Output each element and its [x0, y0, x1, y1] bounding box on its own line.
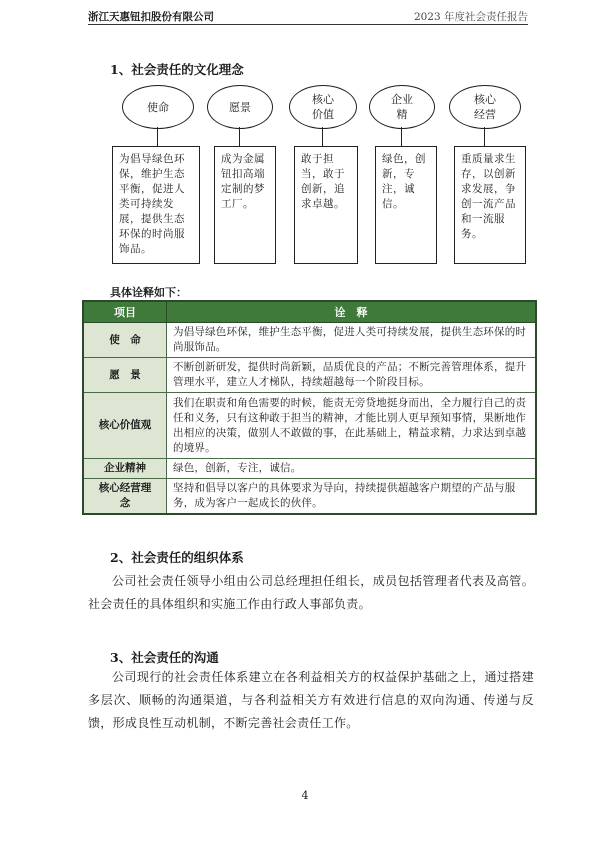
connector-line [157, 127, 158, 146]
section3-body: 公司现行的社会责任体系建立在各利益相关方的权益保护基础之上，通过搭建多层次、顺畅的沟通渠道，与各利益相关方有效进行信息的双向沟通、传递与反馈，形成良性互动机制，不断完善社会责任工作。 [88, 670, 534, 730]
row-item: 使 命 [83, 323, 167, 358]
box-spirit: 绿色，创新，专注，诚信。 [375, 146, 437, 264]
row-desc: 坚持和倡导以客户的具体要求为导向，持续提供超越客户期望的产品与服务，成为客户一起成长的伙伴。 [167, 479, 537, 515]
page-header [88, 8, 528, 25]
interpretation-table [82, 300, 537, 515]
connector-line [322, 127, 323, 146]
box-vision: 成为金属钮扣高端定制的梦工厂。 [214, 146, 276, 264]
section2-body: 公司社会责任领导小组由公司总经理担任组长，成员包括管理者代表及高管。社会责任的具体组织和实施工作由行政人事部负责。 [88, 574, 534, 611]
section2-title: 2、社会责任的组织体系 [110, 550, 244, 565]
section1-title: 1、社会责任的文化理念 [110, 62, 244, 77]
oval-core-operation [449, 85, 521, 129]
table-row [83, 358, 536, 393]
row-desc: 我们在职责和角色需要的时候，能责无旁贷地挺身而出，全力履行自己的责任和义务，只有这种敢于担当的精神，才能比别人更早预知事情，果断地作出相应的决策，做别人不敢做的事，在此基础上，精益求精，力求达到卓越的境界。 [167, 393, 537, 459]
oval-vision-label: 愿景 [229, 100, 251, 114]
table-header-row [83, 301, 536, 323]
row-item: 核心价值观 [83, 393, 167, 459]
table-row [83, 459, 536, 479]
box-core-value: 敢于担当，敢于创新，追求卓越。 [294, 146, 358, 264]
row-desc: 为倡导绿色环保，维护生态平衡，促进人类可持续发展，提供生态环保的时尚服饰品。 [167, 323, 537, 358]
oval-core-value-label: 核心 价值 [312, 93, 334, 121]
table-caption: 具体诠释如下： [110, 286, 187, 299]
row-item: 核心经营理念 [83, 479, 167, 515]
row-item: 愿 景 [83, 358, 167, 393]
table-row [83, 393, 536, 459]
report-title: 2023 年度社会责任报告 [413, 11, 528, 23]
box-core-operation: 重质量求生存，以创新求发展，争创一流产品和一流服务。 [454, 146, 526, 264]
oval-vision [207, 85, 273, 129]
oval-mission-label: 使命 [147, 100, 169, 114]
oval-core-operation-label: 核心 经营 [474, 93, 496, 121]
oval-core-value [289, 85, 357, 129]
row-desc: 绿色，创新，专注，诚信。 [167, 459, 537, 479]
header-interpretation: 诠 释 [167, 301, 537, 323]
oval-mission [122, 85, 194, 129]
header-item: 项目 [83, 301, 167, 323]
page-number: 4 [301, 789, 309, 802]
connector-line [401, 127, 402, 146]
connector-line [484, 127, 485, 146]
oval-spirit [369, 85, 435, 129]
oval-spirit-label: 企业 精 [391, 93, 413, 121]
connector-line [239, 127, 240, 146]
table-row [83, 323, 536, 358]
table-row [83, 479, 536, 515]
section3-title: 3、社会责任的沟通 [110, 650, 219, 665]
box-mission: 为倡导绿色环保，维护生态平衡，促进人类可持续发展，提供生态环保的时尚服饰品。 [112, 146, 200, 264]
row-desc: 不断创新研发，提供时尚新颖，品质优良的产品；不断完善管理体系，提升管理水平，建立人才梯队，持续超越每一个阶段目标。 [167, 358, 537, 393]
company-name: 浙江天惠钮扣股份有限公司 [88, 11, 214, 23]
row-item: 企业精神 [83, 459, 167, 479]
